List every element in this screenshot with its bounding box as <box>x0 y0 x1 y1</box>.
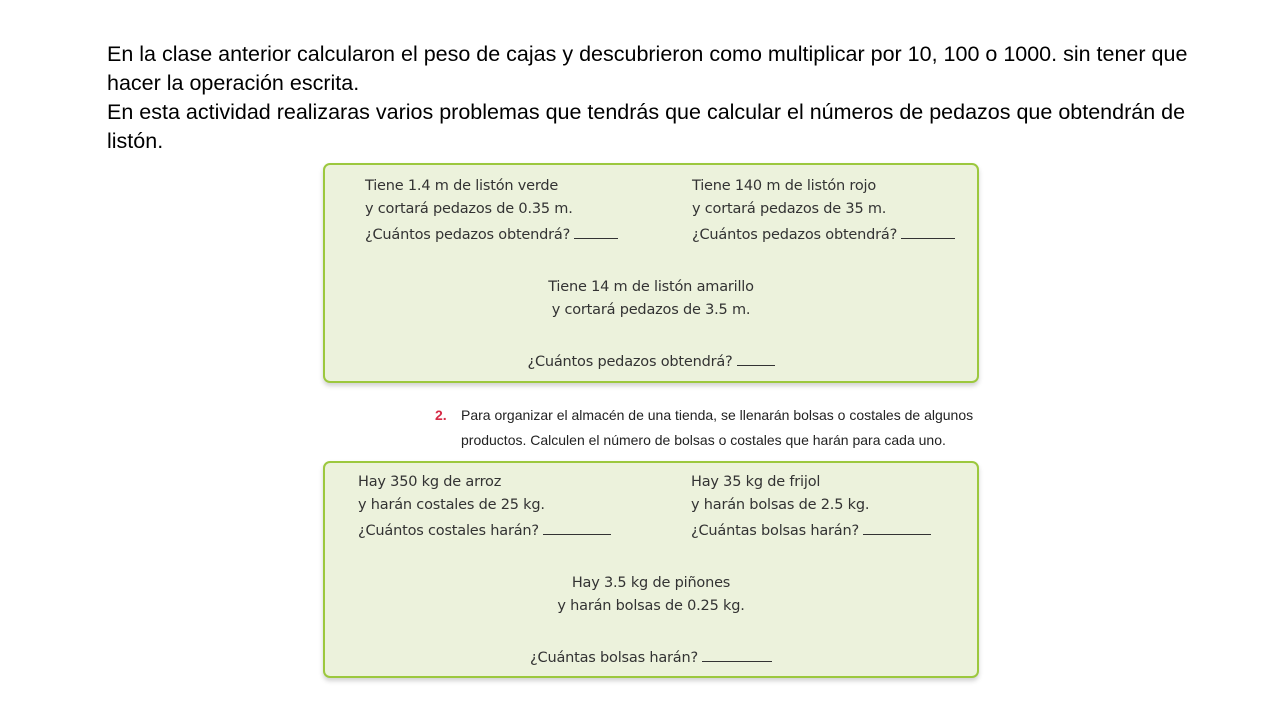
problem-question: ¿Cuántos costales harán? <box>358 520 611 543</box>
problem-question: ¿Cuántas bolsas harán? <box>325 647 977 670</box>
storage-problems-box <box>323 461 979 678</box>
problem-line: y harán costales de 25 kg. <box>358 497 545 513</box>
problem-line: Hay 350 kg de arroz <box>358 474 502 490</box>
problem-question: ¿Cuántas bolsas harán? <box>691 520 931 543</box>
answer-blank[interactable] <box>863 520 931 535</box>
problem-line: y cortará pedazos de 3.5 m. <box>551 302 751 318</box>
problem-line: Tiene 1.4 m de listón verde <box>365 178 559 194</box>
textbook-page-image <box>321 162 983 680</box>
problem-green-ribbon <box>365 175 618 247</box>
instructions-line-1: En la clase anterior calcularon el peso de cajas y descubrieron como multiplicar por 10, 100 o 1000. sin tener que hacer la operación escrita. <box>107 42 1188 95</box>
instructions-line-2: En esta actividad realizaras varios problemas que tendrás que calcular el números de pedazos que obtendrán de listón. <box>107 100 1186 153</box>
problem-line: Hay 3.5 kg de piñones <box>571 575 731 591</box>
problem-line: y cortará pedazos de 0.35 m. <box>365 201 573 217</box>
problem-question: ¿Cuántos pedazos obtendrá? <box>325 351 977 374</box>
answer-blank[interactable] <box>737 351 775 366</box>
problem-red-ribbon <box>692 175 955 247</box>
problem-beans <box>691 471 931 543</box>
answer-blank[interactable] <box>702 647 772 662</box>
answer-blank[interactable] <box>543 520 611 535</box>
problem-line: y harán bolsas de 2.5 kg. <box>691 497 870 513</box>
problem-line: y harán bolsas de 0.25 kg. <box>557 598 745 614</box>
problem-line: Hay 35 kg de frijol <box>691 474 821 490</box>
problem-line: y cortará pedazos de 35 m. <box>692 201 887 217</box>
problem-question: ¿Cuántos pedazos obtendrá? <box>365 224 618 247</box>
answer-blank[interactable] <box>574 224 618 239</box>
exercise-text: Para organizar el almacén de una tienda, se llenarán bolsas o costales de algunos productos. Calculen el número de bolsas o costales que harán para cada uno. <box>461 407 974 448</box>
answer-blank[interactable] <box>901 224 955 239</box>
exercise-number: 2. <box>435 407 447 423</box>
problem-line: Tiene 140 m de listón rojo <box>692 178 877 194</box>
problem-line: Tiene 14 m de listón amarillo <box>548 279 754 295</box>
exercise-2-statement <box>435 403 975 453</box>
problem-pine-nuts <box>325 572 977 670</box>
problem-yellow-ribbon <box>325 276 977 374</box>
instructions <box>107 40 1217 156</box>
problem-question: ¿Cuántos pedazos obtendrá? <box>692 224 955 247</box>
problem-rice <box>358 471 611 543</box>
ribbon-problems-box <box>323 163 979 383</box>
